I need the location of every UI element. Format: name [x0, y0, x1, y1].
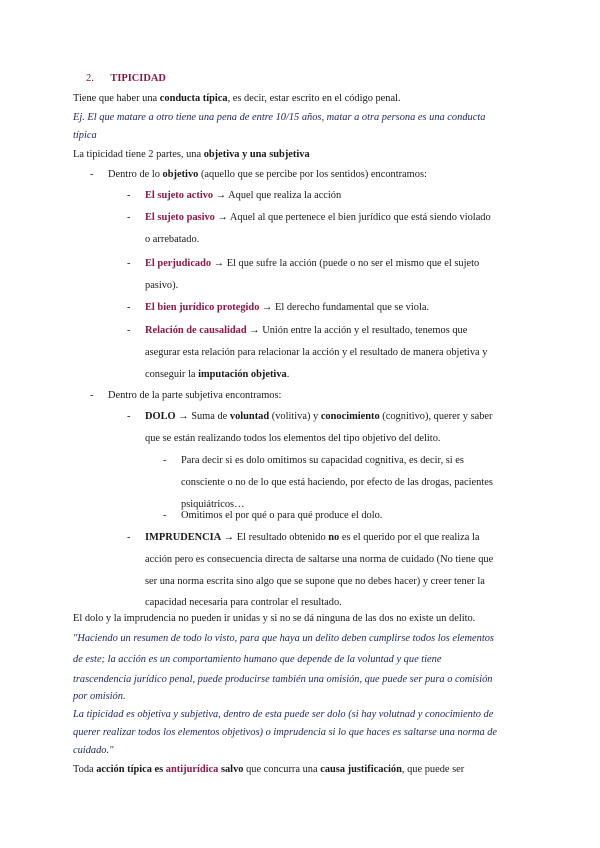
text: Dentro de lo: [108, 169, 163, 180]
section-title: TIPICIDAD: [110, 73, 166, 84]
list-item-continuation: asegurar esta relación para relacionar la acción y el resultado de manera objetiva y: [145, 347, 488, 358]
text: → El derecho fundamental que se viola.: [259, 302, 430, 313]
text: , que puede ser: [401, 764, 465, 775]
dash-bullet: -: [127, 411, 131, 422]
subjective-lead: Dentro de la parte subjetiva encontramos:: [108, 390, 282, 401]
term: El perjudicado: [145, 258, 212, 269]
text: → Suma de: [175, 411, 230, 422]
text: Tiene que haber una: [73, 93, 160, 104]
list-item: [145, 301, 429, 314]
list-item: [145, 211, 491, 224]
quote-line: trascendencia jurídico penal, puede producirse también una omisión, que puede ser pura o comisión: [73, 674, 493, 685]
list-item-continuation: capacidad necesaria para controlar el resultado.: [145, 597, 342, 608]
section-number: 2.: [86, 73, 94, 84]
section-heading: [86, 72, 166, 85]
sub-item: Para decir si es dolo omitimos su capacidad cognitiva, es decir, si es: [181, 455, 464, 466]
closing-paragraph: El dolo y la imprudencia no pueden ir unidas y si no se dá ninguna de las dos no existe un delito.: [73, 613, 476, 624]
list-item: [145, 410, 493, 423]
quote-line: de este; la acción es un comportamiento humano que depende de la voluntad y que tiene: [73, 654, 442, 665]
objective-lead: [108, 168, 427, 181]
example-line-2: típica: [73, 130, 97, 141]
quote-line: por omisión.: [73, 691, 126, 702]
bold-term: objetivo: [162, 169, 199, 180]
list-item-continuation: ser una norma escrita sino algo que se supone que no debes hacer) y creer tener la: [145, 576, 485, 587]
sub-item-continuation: consciente o no de lo que está haciendo, por efecto de las drogas, pacientes: [181, 477, 493, 488]
text: , es decir, estar escrito en el código penal.: [227, 93, 401, 104]
quote-line: cuidado.": [73, 745, 114, 756]
text: (cognitivo), querer y saber: [379, 411, 493, 422]
list-item-continuation: acción pero es consecuencia directa de saltarse una norma de cuidado (No tiene que: [145, 554, 494, 565]
text: (volitiva) y: [269, 411, 321, 422]
list-item-continuation: pasivo).: [145, 280, 179, 291]
dash-bullet: -: [90, 390, 94, 401]
sub-item-continuation: psiquiátricos…: [181, 499, 245, 510]
dash-bullet: -: [163, 455, 167, 466]
bold-term: objetiva y una subjetiva: [203, 149, 310, 160]
quote-line: La tipicidad es objetiva y subjetiva, dentro de esta puede ser dolo (si hay volutnad y conocimiento de: [73, 709, 494, 720]
text: → El que sufre la acción (puede o no ser el mismo que el sujeto: [211, 258, 480, 269]
intro-paragraph: [73, 92, 401, 105]
text: (aquello que se percibe por los sentidos) encontramos:: [198, 169, 427, 180]
bold-term: acción típica es: [96, 764, 166, 775]
text: Toda: [73, 764, 97, 775]
quote-line: querer realizar todos los elementos objetivos) o imprudencia si lo que haces es saltarse una norma de: [73, 727, 498, 738]
dash-bullet: -: [127, 190, 131, 201]
list-item: [145, 257, 479, 270]
list-item: [145, 324, 467, 337]
term: El sujeto pasivo: [145, 212, 215, 223]
list-item-continuation: [145, 368, 289, 381]
term: Relación de causalidad: [145, 325, 247, 336]
text: es el querido por el que realiza la: [339, 532, 480, 543]
bold-term: imputación objetiva: [198, 369, 287, 380]
parts-paragraph: [73, 148, 310, 161]
final-paragraph: [73, 763, 464, 776]
sub-item: Omitimos el por qué o para qué produce el dolo.: [181, 510, 383, 521]
bold-term: salvo: [218, 764, 244, 775]
text: La tipicidad tiene 2 partes, una: [73, 149, 204, 160]
text: → Unión entre la acción y el resultado, tenemos que: [246, 325, 468, 336]
term: El bien jurídico protegido: [145, 302, 260, 313]
dash-bullet: -: [127, 212, 131, 223]
text: .: [286, 369, 290, 380]
text: conseguir la: [145, 369, 199, 380]
list-item: [145, 189, 341, 202]
dash-bullet: -: [90, 169, 94, 180]
text: → Aquel al que pertenece el bien jurídico que está siendo violado: [214, 212, 491, 223]
dash-bullet: -: [127, 302, 131, 313]
bold-term: voluntad: [229, 411, 270, 422]
text: → Aquel que realiza la acción: [213, 190, 342, 201]
dash-bullet: -: [163, 510, 167, 521]
bold-term: conducta típica: [159, 93, 228, 104]
term: antijurídica: [165, 764, 219, 775]
term: DOLO: [145, 411, 176, 422]
list-item: [145, 531, 479, 544]
quote-line: "Haciendo un resumen de todo lo visto, para que haya un delito deben cumplirse todos los elementos: [73, 633, 494, 644]
list-item-continuation: o arrebatado.: [145, 234, 200, 245]
text: que concurra una: [243, 764, 321, 775]
bold-term: no: [328, 532, 340, 543]
term: El sujeto activo: [145, 190, 214, 201]
bold-term: conocimiento: [320, 411, 380, 422]
dash-bullet: -: [127, 325, 131, 336]
bold-term: causa justificación: [320, 764, 402, 775]
dash-bullet: -: [127, 258, 131, 269]
dash-bullet: -: [127, 532, 131, 543]
example-line-1: Ej. El que matare a otro tiene una pena de entre 10/15 años, matar a otra persona es una conducta: [73, 112, 486, 123]
term: IMPRUDENCIA: [145, 532, 222, 543]
text: → El resultado obtenido: [221, 532, 329, 543]
list-item-continuation: que se están realizando todos los elementos del tipo objetivo del delito.: [145, 433, 441, 444]
